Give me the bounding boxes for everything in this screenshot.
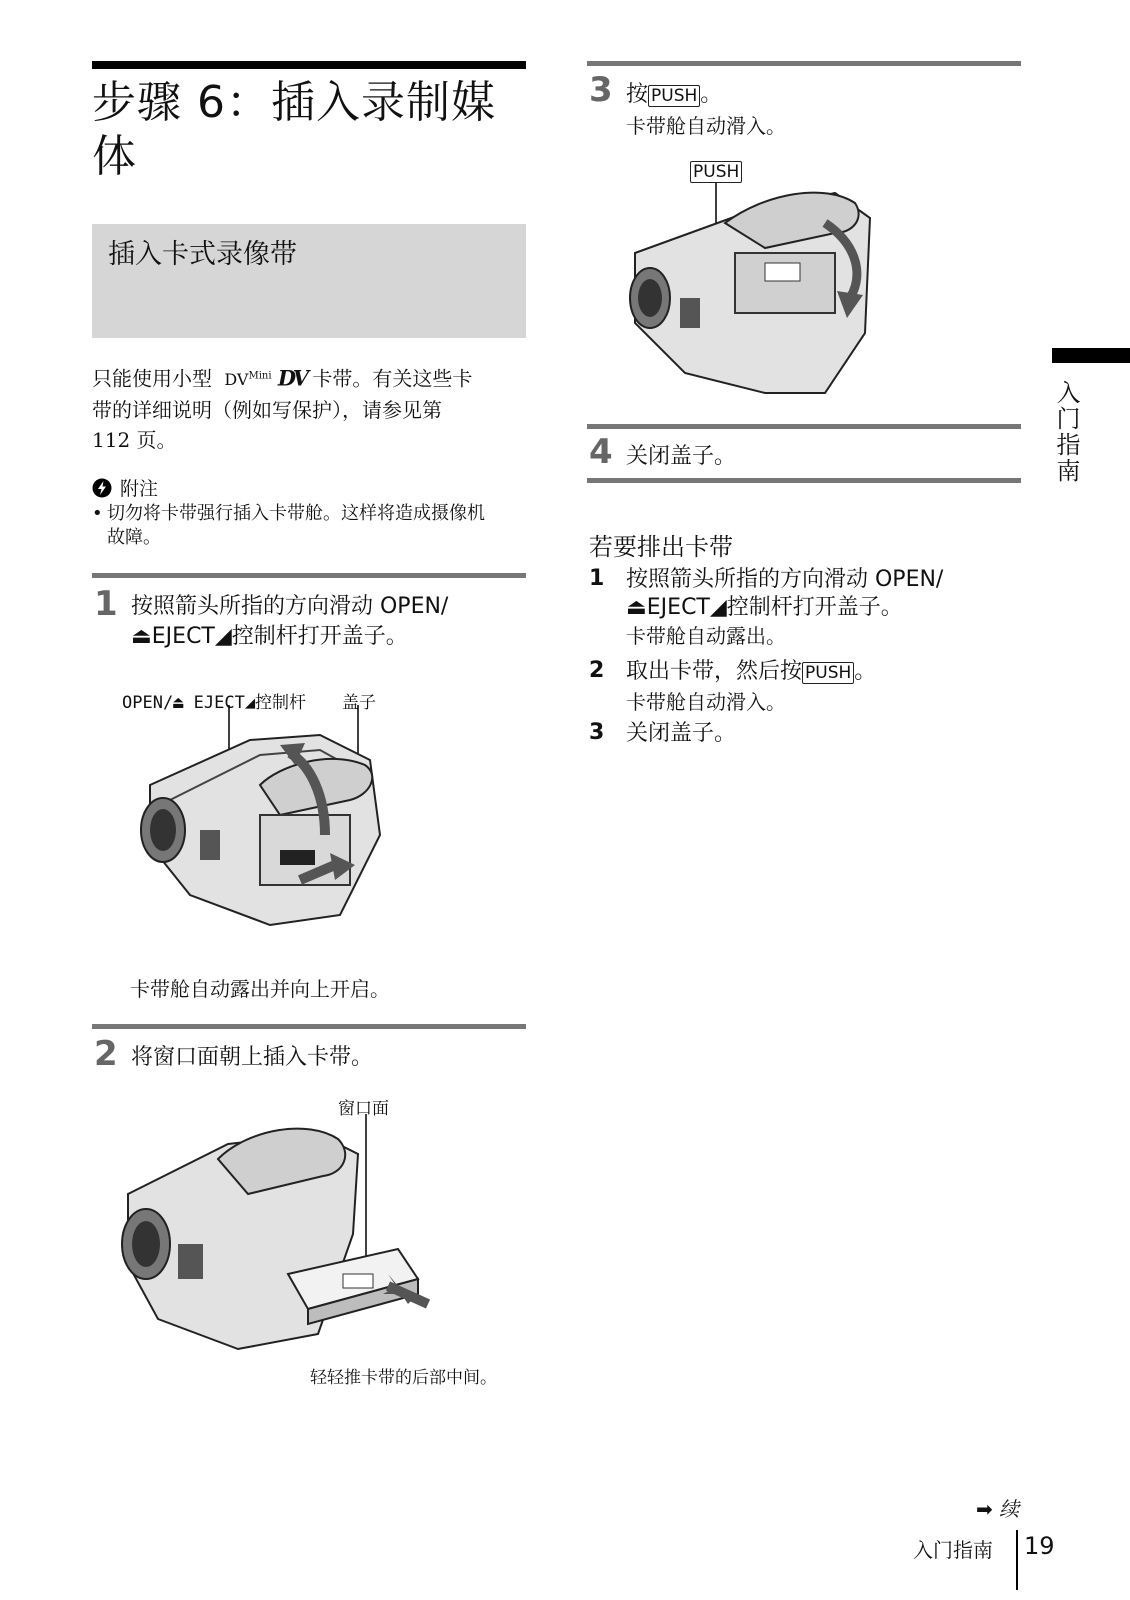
step3-text: 按 PUSH 。 xyxy=(626,82,723,107)
intro-paragraph xyxy=(92,362,532,455)
step1-line1: 按照箭头所指的方向滑动 OPEN/ xyxy=(131,594,449,619)
title-rule xyxy=(92,61,526,69)
step4-rule-top xyxy=(587,424,1021,429)
step1-number: 1 xyxy=(94,584,118,624)
intro-line1: 只能使用小型 $DV^{Mini}$ DV 卡带。有关这些卡 xyxy=(92,365,473,391)
note-title: 附注 xyxy=(120,478,159,500)
section-box xyxy=(92,224,526,338)
eject-item-1-sub: 卡带舱自动露出。 xyxy=(626,624,786,648)
step1-line2: ⏏EJECT◢控制杆打开盖子。 xyxy=(131,624,408,649)
step1-rule xyxy=(92,573,526,578)
step1-text xyxy=(131,592,448,652)
caution-icon xyxy=(92,478,112,498)
push-button-label: PUSH xyxy=(648,85,700,107)
side-tab-bar xyxy=(1052,348,1130,363)
note-line2: 故障。 xyxy=(107,527,161,548)
eject-item-1-line2: ⏏EJECT◢控制杆打开盖子。 xyxy=(626,595,903,620)
camcorder-figure-1 xyxy=(130,705,430,945)
eject-title: 若要排出卡带 xyxy=(589,533,733,561)
fig2-caption: 轻轻推卡带的后部中间。 xyxy=(310,1368,497,1388)
step3-number: 3 xyxy=(589,70,613,110)
step2-rule xyxy=(92,1024,526,1029)
note-body xyxy=(92,502,532,550)
note-bullet: • xyxy=(92,503,103,524)
eject-item-1-line1: 按照箭头所指的方向滑动 OPEN/ xyxy=(626,567,944,592)
eject-item-2-number: 2 xyxy=(589,658,605,683)
fig1-label-cover: 盖子 xyxy=(342,693,376,713)
fig2-label-window: 窗口面 xyxy=(338,1099,389,1119)
eject-item-3-text: 关闭盖子。 xyxy=(626,721,737,746)
eject-item-2 xyxy=(589,658,1029,717)
camcorder-figure-3 xyxy=(625,183,895,403)
step2-text: 将窗口面朝上插入卡带。 xyxy=(131,1045,374,1070)
fig1-label-lever: OPEN/⏏ EJECT◢控制杆 xyxy=(122,693,307,713)
eject-item-1 xyxy=(589,566,1029,650)
eject-item-2-line1: 取出卡带，然后按 PUSH 。 xyxy=(626,659,877,684)
fig1-caption: 卡带舱自动露出并向上开启。 xyxy=(130,977,390,1001)
eject-item-3 xyxy=(589,720,1029,748)
side-tab-label: 入门指南 xyxy=(1052,380,1080,484)
dv-logo: DV xyxy=(277,365,307,391)
intro-line3: 112 页。 xyxy=(92,428,177,453)
dv-mini-mark: $DV^{Mini}$ xyxy=(224,370,272,390)
fig3-label-push: PUSH xyxy=(690,162,742,182)
section-title: 插入卡式录像带 xyxy=(108,239,297,270)
continued-arrow-icon: ➡ xyxy=(976,1497,993,1521)
note-header xyxy=(92,474,158,501)
continued-text: 续 xyxy=(999,1497,1020,1521)
page-number: 19 xyxy=(1024,1532,1055,1560)
note-line1: 切勿将卡带强行插入卡带舱。这样将造成摄像机 xyxy=(107,503,485,524)
eject-item-1-number: 1 xyxy=(589,566,605,591)
step4-text: 关闭盖子。 xyxy=(626,444,737,469)
page-title: 步骤 6：插入录制媒体 xyxy=(92,77,496,182)
step3-rule xyxy=(587,61,1021,66)
eject-item-3-number: 3 xyxy=(589,720,605,745)
step4-rule-bottom xyxy=(587,478,1021,483)
step4-number: 4 xyxy=(589,432,613,472)
continued-marker xyxy=(976,1493,1019,1522)
step3-sub: 卡带舱自动滑入。 xyxy=(626,114,786,138)
push-button-label-2: PUSH xyxy=(802,662,854,684)
footer-section: 入门指南 xyxy=(913,1538,993,1562)
eject-item-2-sub: 卡带舱自动滑入。 xyxy=(626,690,786,714)
step2-number: 2 xyxy=(94,1034,118,1074)
footer-divider xyxy=(1016,1530,1018,1590)
camcorder-figure-2 xyxy=(118,1114,438,1364)
intro-line2: 带的详细说明（例如写保护），请参见第 xyxy=(92,398,442,423)
